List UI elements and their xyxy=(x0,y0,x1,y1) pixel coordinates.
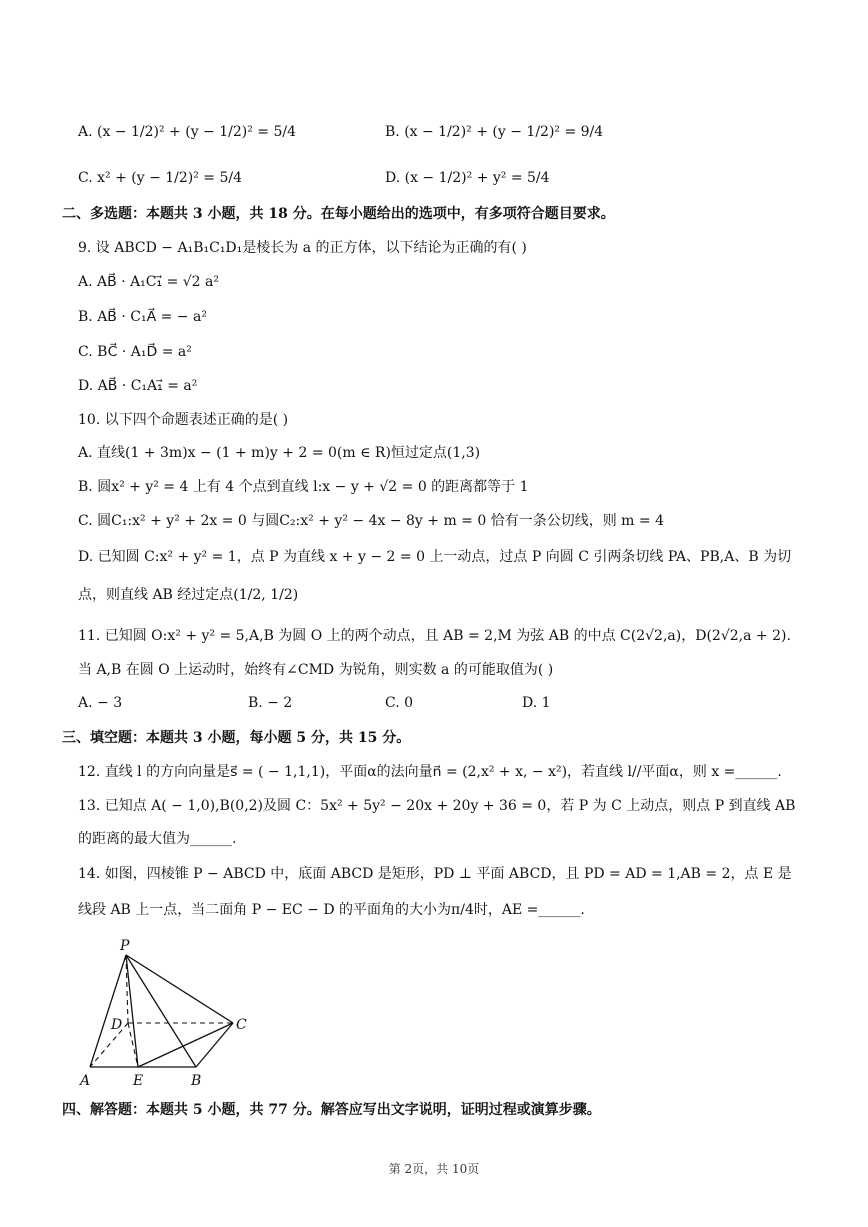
q10-option-d-line1: D. 已知圆 C:x² + y² = 1，点 P 为直线 x + y − 2 = 0 上一动点，过点 P 向圆 C 引两条切线 PA、PB,A、B 为切 xyxy=(78,549,792,565)
q8-option-c: C. x² + (y − 1/2)² = 5/4 xyxy=(78,170,243,186)
q9-option-b: B. AB⃗ · C₁A⃗ = − a² xyxy=(78,309,207,325)
q11-option-d: D. 1 xyxy=(522,695,551,711)
q14-line1: 14. 如图，四棱锥 P − ABCD 中，底面 ABCD 是矩形，PD ⊥ 平面 ABCD，且 PD = AD = 1,AB = 2，点 E 是 xyxy=(78,866,792,882)
q9-option-d: D. AB⃗ · C₁A₁⃗ = a² xyxy=(78,378,198,394)
q14-line2: 线段 AB 上一点，当二面角 P − EC − D 的平面角的大小为π/4时，AE =______. xyxy=(78,902,585,918)
q13-line2: 的距离的最大值为______. xyxy=(78,831,237,847)
q10-stem: 10. 以下四个命题表述正确的是( ) xyxy=(78,412,289,428)
q9-option-a: A. AB⃗ · A₁C₁⃗ = √2 a² xyxy=(78,274,219,290)
q11-option-c: C. 0 xyxy=(385,695,414,711)
q11-option-a: A. − 3 xyxy=(78,695,123,711)
section4-heading: 四、解答题：本题共 5 小题，共 77 分。解答应写出文字说明，证明过程或演算步骤。 xyxy=(62,1102,601,1118)
label-D: D xyxy=(111,1017,123,1033)
q12-text: 12. 直线 l 的方向向量是s⃗ = ( − 1,1,1)，平面α的法向量n⃗ = (2,x² + x, − x²)，若直线 l//平面α，则 x =______. xyxy=(78,764,782,780)
q10-option-b: B. 圆x² + y² = 4 上有 4 个点到直线 l:x − y + √2 = 0 的距离都等于 1 xyxy=(78,479,529,495)
q10-option-a: A. 直线(1 + 3m)x − (1 + m)y + 2 = 0(m ∈ R)恒过定点(1,3) xyxy=(78,445,481,461)
q8-option-a: A. (x − 1/2)² + (y − 1/2)² = 5/4 xyxy=(78,124,297,140)
label-P: P xyxy=(120,938,130,954)
label-E: E xyxy=(133,1073,144,1089)
section3-heading: 三、填空题：本题共 3 小题，每小题 5 分，共 15 分。 xyxy=(62,730,411,746)
q13-line1: 13. 已知点 A( − 1,0),B(0,2)及圆 C：5x² + 5y² − 20x + 20y + 36 = 0，若 P 为 C 上动点，则点 P 到直线 AB xyxy=(78,798,796,814)
q11-line1: 11. 已知圆 O:x² + y² = 5,A,B 为圆 O 上的两个动点，且 AB = 2,M 为弦 AB 的中点 C(2√2,a)，D(2√2,a + 2). xyxy=(78,628,791,644)
label-C: C xyxy=(236,1017,247,1033)
pyramid-solid-edges xyxy=(90,955,233,1067)
q10-option-d-line2: 点，则直线 AB 经过定点(1/2, 1/2) xyxy=(78,587,299,603)
pyramid-figure xyxy=(78,935,278,1090)
label-A: A xyxy=(80,1073,91,1089)
q8-option-d: D. (x − 1/2)² + y² = 5/4 xyxy=(385,170,550,186)
q8-option-b: B. (x − 1/2)² + (y − 1/2)² = 9/4 xyxy=(385,124,604,140)
q11-option-b: B. − 2 xyxy=(248,695,293,711)
label-B: B xyxy=(191,1073,202,1089)
q9-option-c: C. BC⃗ · A₁D⃗ = a² xyxy=(78,344,192,360)
q9-stem: 9. 设 ABCD − A₁B₁C₁D₁是棱长为 a 的正方体，以下结论为正确的有( ) xyxy=(78,240,527,256)
page-footer: 第 2页，共 10页 xyxy=(388,1162,480,1176)
q10-option-c: C. 圆C₁:x² + y² + 2x = 0 与圆C₂:x² + y² − 4x − 8y + m = 0 恰有一条公切线，则 m = 4 xyxy=(78,513,664,529)
section2-heading: 二、多选题：本题共 3 小题，共 18 分。在每小题给出的选项中，有多项符合题目要求。 xyxy=(62,206,615,222)
q11-line2: 当 A,B 在圆 O 上运动时，始终有∠CMD 为锐角，则实数 a 的可能取值为( ) xyxy=(78,662,554,678)
